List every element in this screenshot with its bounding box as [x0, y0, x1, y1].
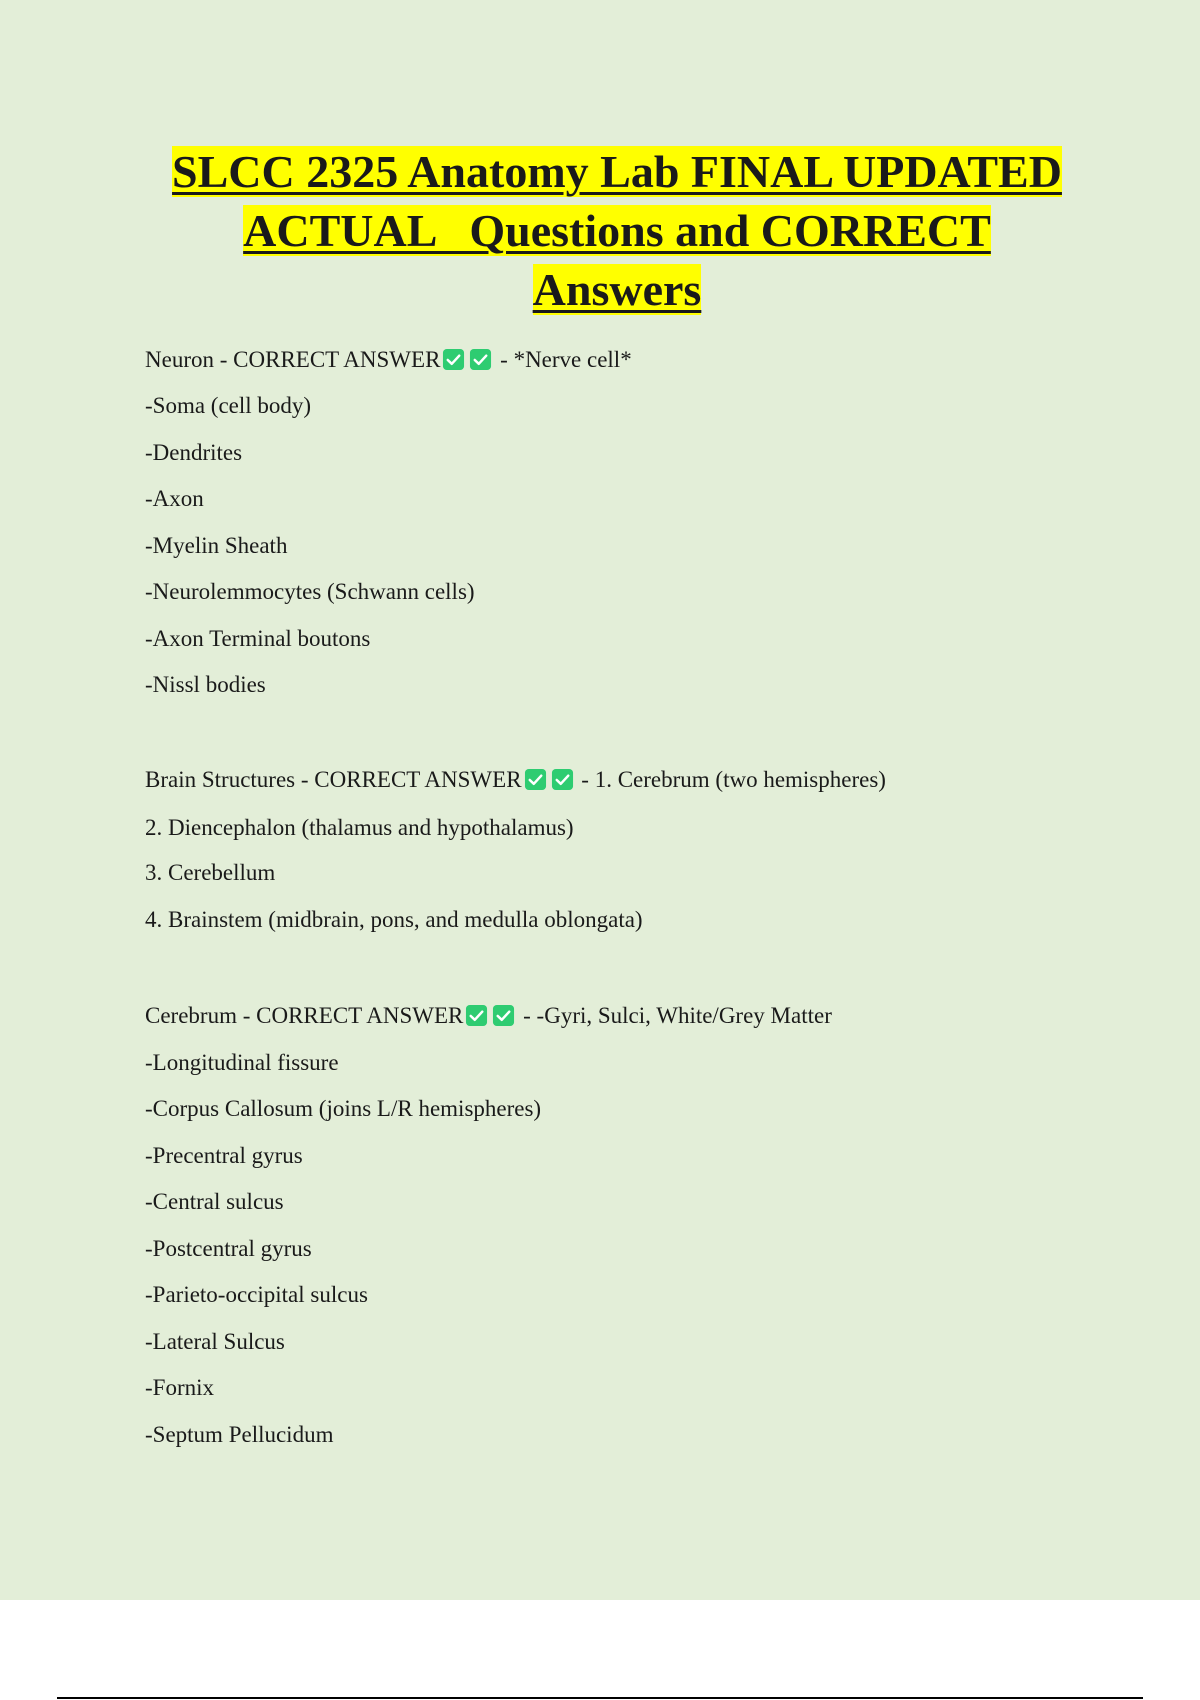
answer-line: -Septum Pellucidum	[145, 1422, 334, 1447]
question-cerebrum: Cerebrum - CORRECT ANSWER - -Gyri, Sulci, White/Grey Matter	[145, 1003, 832, 1028]
answer-line: -Fornix	[145, 1375, 214, 1400]
question-term: Neuron	[145, 347, 214, 372]
question-term: Brain Structures	[145, 767, 296, 792]
first-answer: - *Nerve cell*	[494, 347, 632, 372]
answer-line: 3. Cerebellum	[145, 860, 276, 885]
check-mark-icon	[492, 1004, 515, 1027]
answer-line: -Myelin Sheath	[145, 533, 288, 558]
answer-label: CORRECT ANSWER	[256, 1003, 464, 1028]
first-answer: - 1. Cerebrum (two hemispheres)	[575, 767, 886, 792]
answer-label: CORRECT ANSWER	[314, 767, 522, 792]
question-neuron: Neuron - CORRECT ANSWER - *Nerve cell*	[145, 347, 632, 372]
check-mark-icon	[465, 1004, 488, 1027]
answer-line: -Axon	[145, 486, 204, 511]
check-mark-icon	[469, 348, 492, 371]
question-term: Cerebrum	[145, 1003, 237, 1028]
check-mark-icon	[551, 768, 574, 791]
answer-line: -Parieto-occipital sulcus	[145, 1282, 368, 1307]
answer-line: 2. Diencephalon (thalamus and hypothalamus)	[145, 815, 574, 840]
answer-line: -Central sulcus	[145, 1189, 284, 1214]
answer-label: CORRECT ANSWER	[233, 347, 441, 372]
title-line-1: SLCC 2325 Anatomy Lab FINAL UPDATED	[172, 146, 1062, 197]
answer-line: -Soma (cell body)	[145, 393, 312, 418]
footer-divider	[57, 1697, 1143, 1699]
answer-line: -Corpus Callosum (joins L/R hemispheres)	[145, 1096, 542, 1121]
answer-line: 4. Brainstem (midbrain, pons, and medulla oblongata)	[145, 907, 643, 932]
answer-line: -Neurolemmocytes (Schwann cells)	[145, 579, 475, 604]
answer-line: -Longitudinal fissure	[145, 1050, 339, 1075]
title-line-2: ACTUAL Questions and CORRECT	[243, 205, 991, 256]
question-brain-structures: Brain Structures - CORRECT ANSWER - 1. Cerebrum (two hemispheres)	[145, 767, 886, 792]
answer-line: -Nissl bodies	[145, 672, 266, 697]
answer-line: -Postcentral gyrus	[145, 1236, 312, 1261]
answer-line: -Precentral gyrus	[145, 1143, 303, 1168]
check-mark-icon	[442, 348, 465, 371]
answer-line: -Dendrites	[145, 440, 243, 465]
answer-line: -Axon Terminal boutons	[145, 626, 371, 651]
first-answer: - -Gyri, Sulci, White/Grey Matter	[517, 1003, 832, 1028]
title-line-3: Answers	[532, 264, 702, 315]
answer-line: -Lateral Sulcus	[145, 1329, 285, 1354]
document-title	[80, 142, 1154, 319]
check-mark-icon	[524, 768, 547, 791]
